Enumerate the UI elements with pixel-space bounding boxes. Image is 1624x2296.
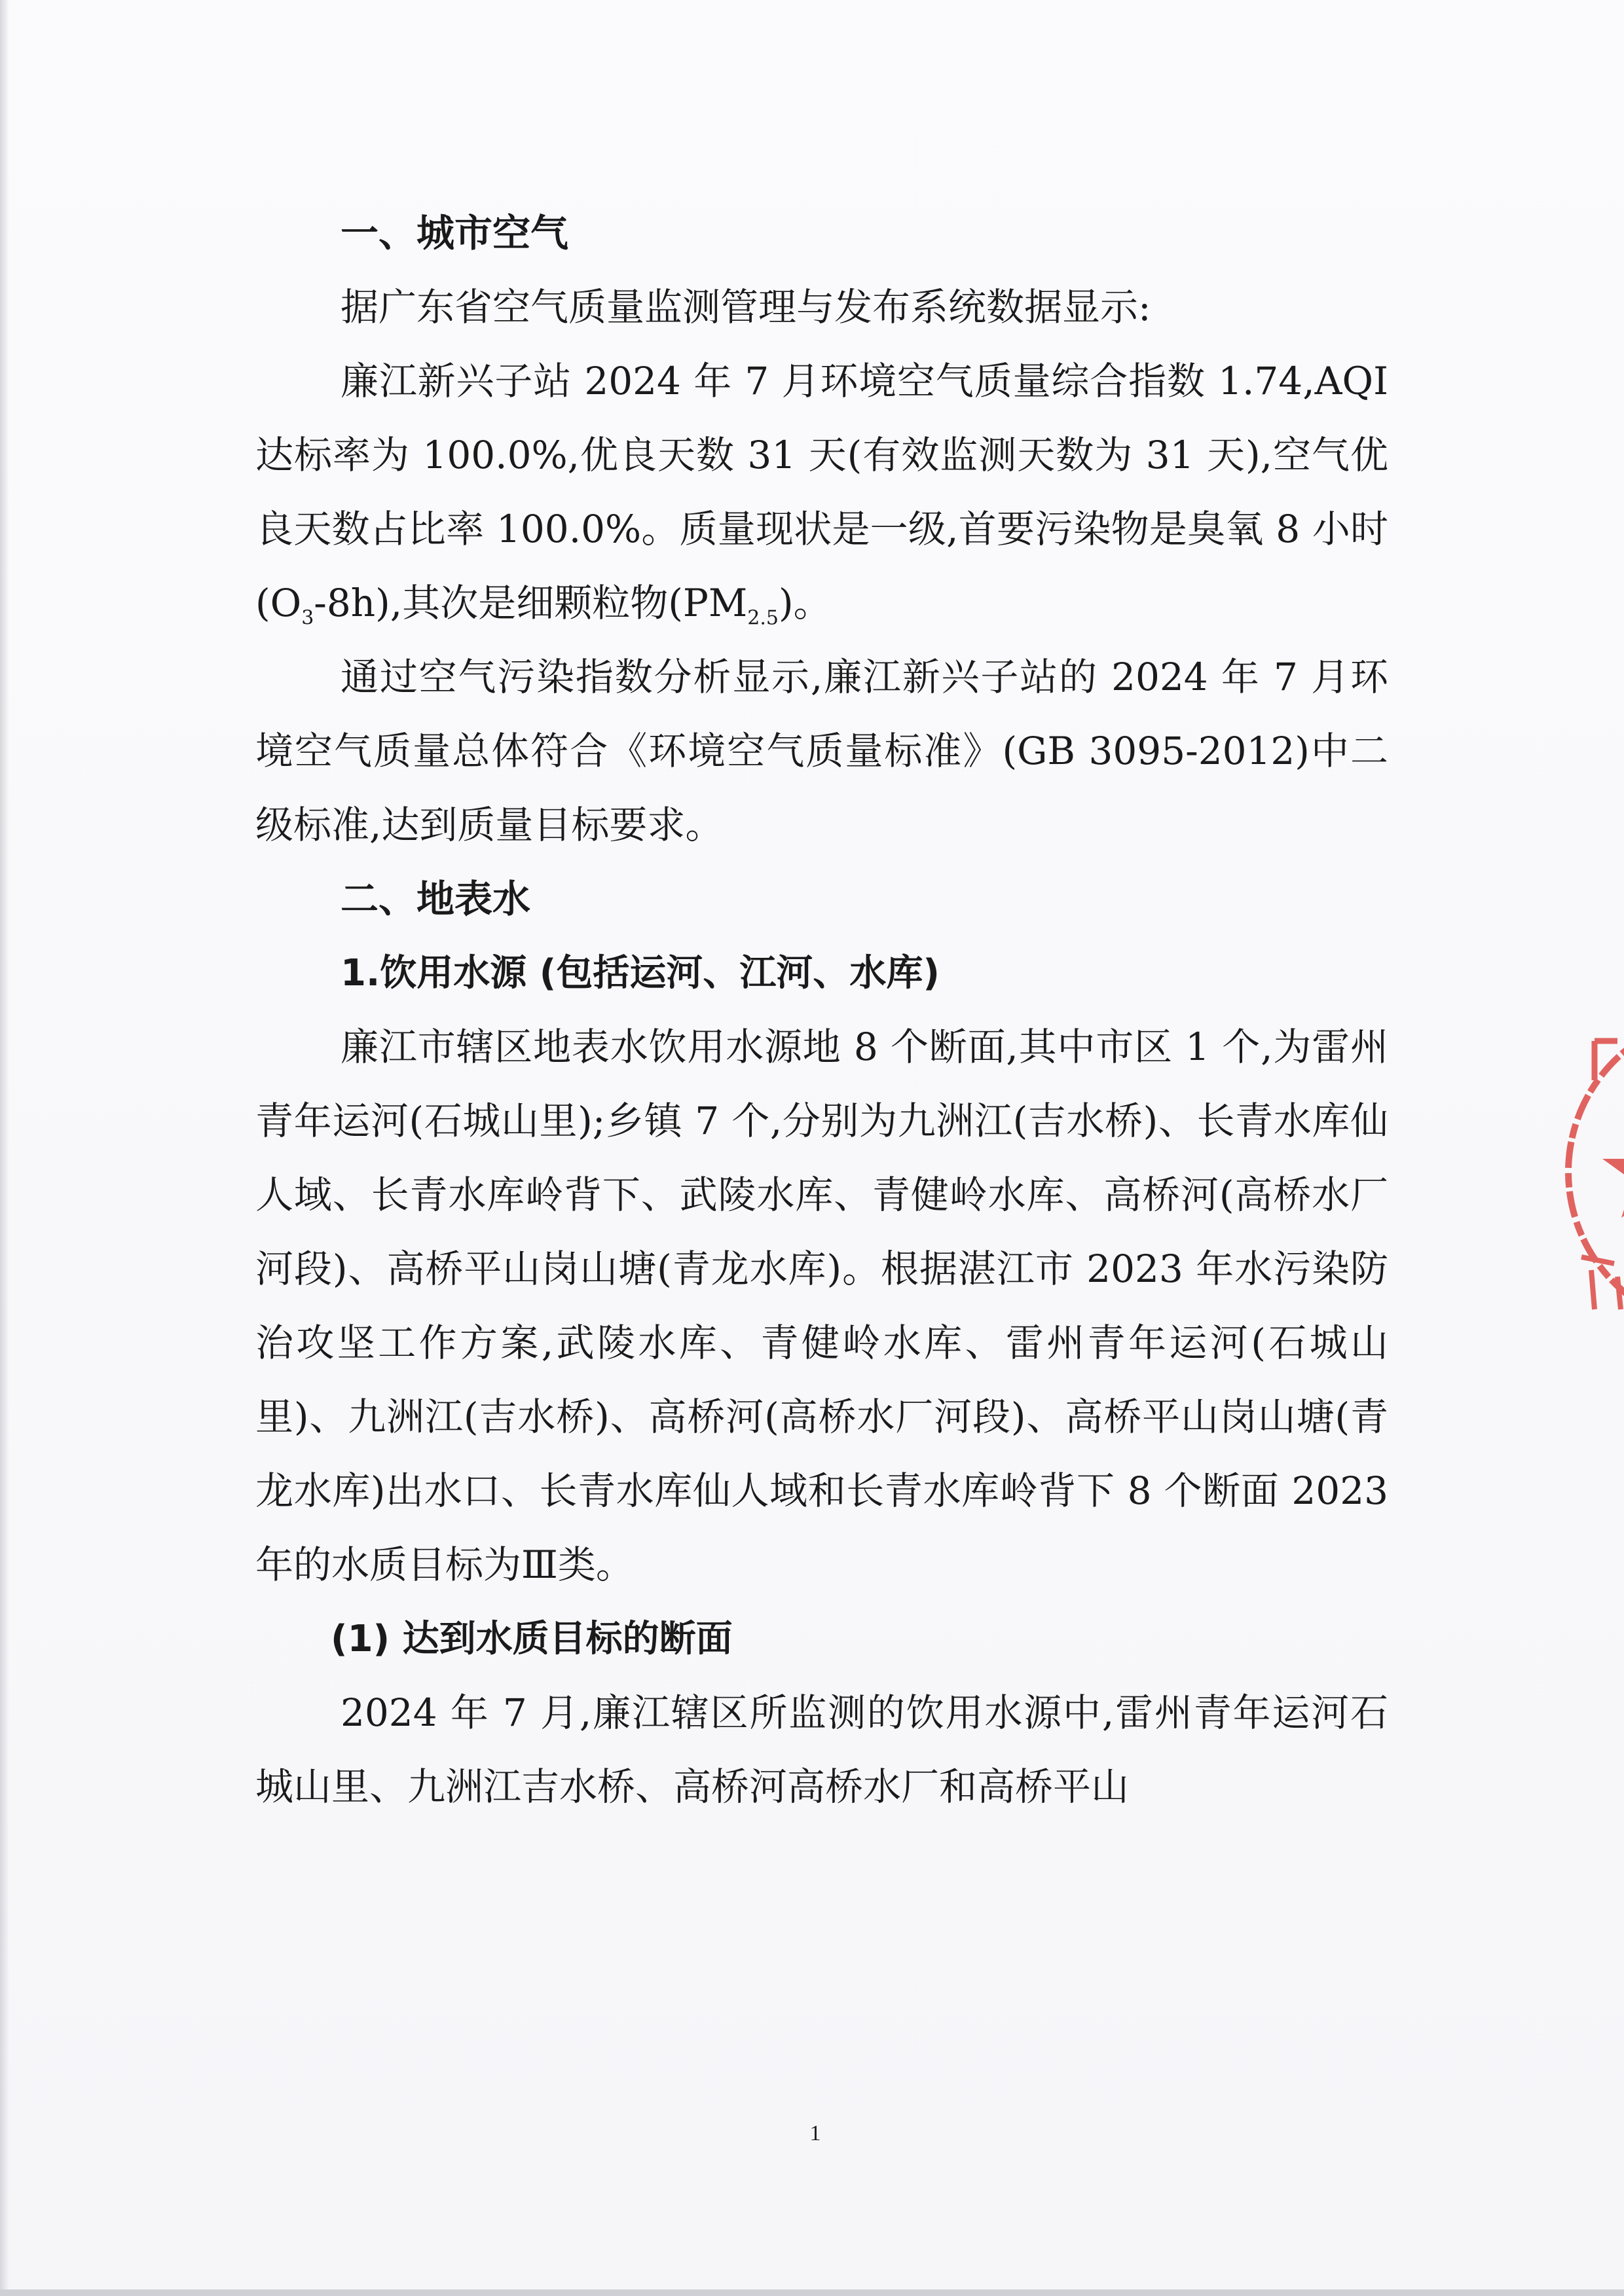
pm-subscript: 2.5 bbox=[747, 606, 779, 630]
section-heading-urban-air: 一、城市空气 bbox=[341, 211, 569, 255]
document-body bbox=[255, 196, 1388, 1824]
air-text-part-c: )。 bbox=[778, 581, 832, 625]
paragraph-data-source: 据广东省空气质量监测管理与发布系统数据显示: bbox=[341, 285, 1151, 329]
air-text-part-b: -8h),其次是细颗粒物(PM bbox=[314, 581, 748, 625]
paragraph-air-standard: 通过空气污染指数分析显示,廉江新兴子站的 2024 年 7 月环境空气质量总体符合《环境空气质量标准》(GB 3095-2012)中二级标准,达到质量目标要求。 bbox=[255, 655, 1388, 847]
subheading-target-met: (1) 达到水质目标的断面 bbox=[331, 1618, 733, 1660]
scan-edge-bottom bbox=[0, 2289, 1624, 2296]
air-text-part-a: 廉江新兴子站 2024 年 7 月环境空气质量综合指数 1.74,AQI 达标率为 100.0%,优良天数 31 天(有效监测天数为 31 天),空气优良天数占比率 100.0%。质量现状是一级,首要污染物是臭氧 8 小时(O bbox=[255, 359, 1388, 625]
o3-subscript: 3 bbox=[301, 606, 314, 630]
scan-edge bbox=[0, 0, 9, 2296]
paragraph-air-quality-index bbox=[255, 344, 1388, 640]
paragraph-water-sources: 廉江市辖区地表水饮用水源地 8 个断面,其中市区 1 个,为雷州青年运河(石城山里);乡镇 7 个,分别为九洲江(吉水桥)、长青水库仙人域、长青水库岭背下、武陵水库、青健岭水库、高桥河(高桥水厂河段)、高桥平山岗山塘(青龙水库)。根据湛江市 2023 年水污染防治攻坚工作方案,武陵水库、青健岭水库、雷州青年运河(石城山里)、九洲江(吉水桥)、高桥河(高桥水厂河段)、高桥平山岗山塘(青龙水库)出水口、长青水库仙人域和长青水库岭背下 8 个断面 2023 年的水质目标为Ⅲ类。 bbox=[255, 1025, 1388, 1587]
subheading-drinking-water: 1.饮用水源 (包括运河、江河、水库) bbox=[341, 952, 940, 994]
page-number: 1 bbox=[809, 2121, 821, 2145]
section-heading-surface-water: 二、地表水 bbox=[341, 877, 531, 921]
official-seal-stamp bbox=[1555, 1002, 1624, 1342]
paragraph-july-results: 2024 年 7 月,廉江辖区所监测的饮用水源中,雷州青年运河石城山里、九洲江吉水桥、高桥河高桥水厂和高桥平山 bbox=[255, 1690, 1388, 1809]
